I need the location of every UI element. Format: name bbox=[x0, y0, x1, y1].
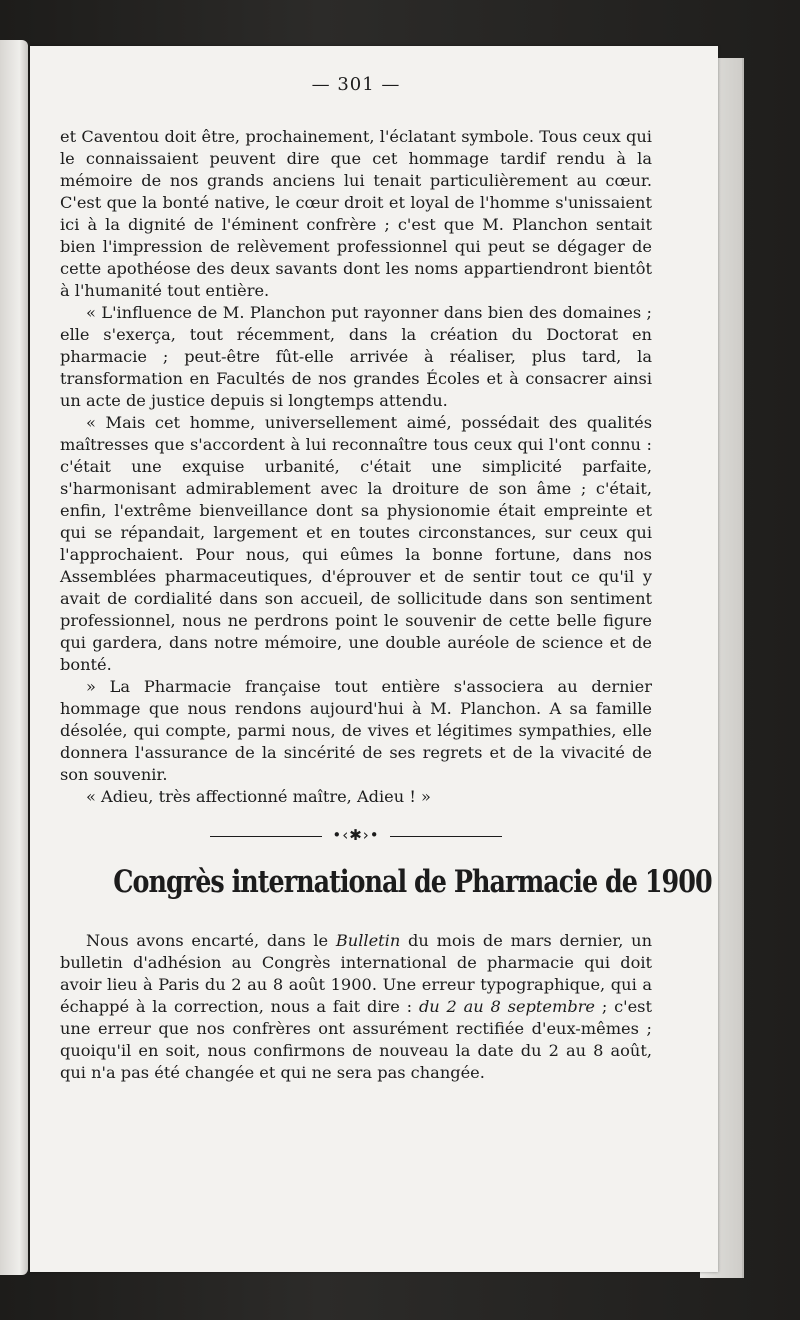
paragraph-1: et Caventou doit être, prochainement, l'éclatant symbole. Tous ceux qui le connaissaient peuvent dire que cet hommage tardif rendu à la mémoire de nos grands anciens lui tenait particulièrement au cœur. C'est que la bonté native, le cœur droit et loyal de l'homme s'unissaient ici à la dignité de l'éminent confrère ; c'est que M. Planchon sentait bien l'impression de relèvement professionnel qui peut se dégager de cette apothéose des deux savants dont les noms appartiendront bientôt à l'humanité tout entière. bbox=[60, 127, 652, 300]
divider-rule-left bbox=[210, 836, 322, 837]
page-content bbox=[60, 74, 712, 1084]
closing-line: « Adieu, très affectionné maître, Adieu ! » bbox=[86, 787, 431, 806]
divider-rule-right bbox=[390, 836, 502, 837]
section-body-part-1: Nous avons encarté, dans le bbox=[86, 931, 336, 950]
section-title: Congrès international de Pharmacie de 1900 bbox=[113, 864, 712, 900]
previous-page-edge bbox=[0, 40, 28, 1275]
page-number: — 301 — bbox=[311, 74, 401, 95]
section-body-part-2: du mois de mars dernier, un bulletin d'adhésion au Congrès international de pharmacie qui doit avoir lieu à Paris du 2 au 8 août 1900. Une erreur typographique, qui a échappé à la correction, nous a fait dire : bbox=[60, 931, 652, 1016]
divider-ornament: •‹✱›• bbox=[332, 826, 380, 844]
paragraph-4: » La Pharmacie française tout entière s'associera au dernier hommage que nous rendons aujourd'hui à M. Planchon. A sa famille désolée, qui compte, parmi nous, de vives et légitimes sympathies, elle donnera l'assurance de la sincérité de ses regrets et de la vivacité de son souvenir. bbox=[60, 677, 652, 784]
paragraph-3: « Mais cet homme, universellement aimé, possédait des qualités maîtresses que s'accordent à lui reconnaître tous ceux qui l'ont connu : c'était une exquise urbanité, c'était une simplicité parfaite, s'harmonisant admirablement avec la droiture de son âme ; c'était, enfin, l'extrême bienveillance dont sa physionomie était empreinte et qui se répandait, largement et en toutes circonstances, sur ceux qui l'approchaient. Pour nous, qui eûmes la bonne fortune, dans nos Assemblées pharmaceutiques, d'éprouver et de sentir tout ce qu'il y avait de cordialité dans son accueil, de sollicitude dans son sentiment professionnel, nous ne perdrons point le souvenir de cette belle figure qui gardera, dans notre mémoire, une double auréole de science et de bonté. bbox=[60, 413, 652, 674]
bulletin-title: Bulletin bbox=[335, 931, 401, 950]
wrong-dates: du 2 au 8 septembre bbox=[418, 997, 596, 1016]
section-body bbox=[60, 930, 652, 1084]
document-page bbox=[30, 46, 718, 1272]
ornamental-divider bbox=[210, 826, 502, 844]
section-body-part-3: ; c'est une erreur que nos confrères ont assurément rectifiée d'eux-mêmes ; quoiqu'il en soit, nous confirmons de nouveau la date du 2 au 8 août, qui n'a pas été changée et qui ne sera pas changée. bbox=[60, 997, 652, 1082]
paragraph-2: « L'influence de M. Planchon put rayonner dans bien des domaines ; elle s'exerça, tout récemment, dans la création du Doctorat en pharmacie ; peut-être fût-elle arrivée à réaliser, plus tard, la transformation en Facultés de nos grandes Écoles et à consacrer ainsi un acte de justice depuis si longtemps attendu. bbox=[60, 303, 652, 410]
